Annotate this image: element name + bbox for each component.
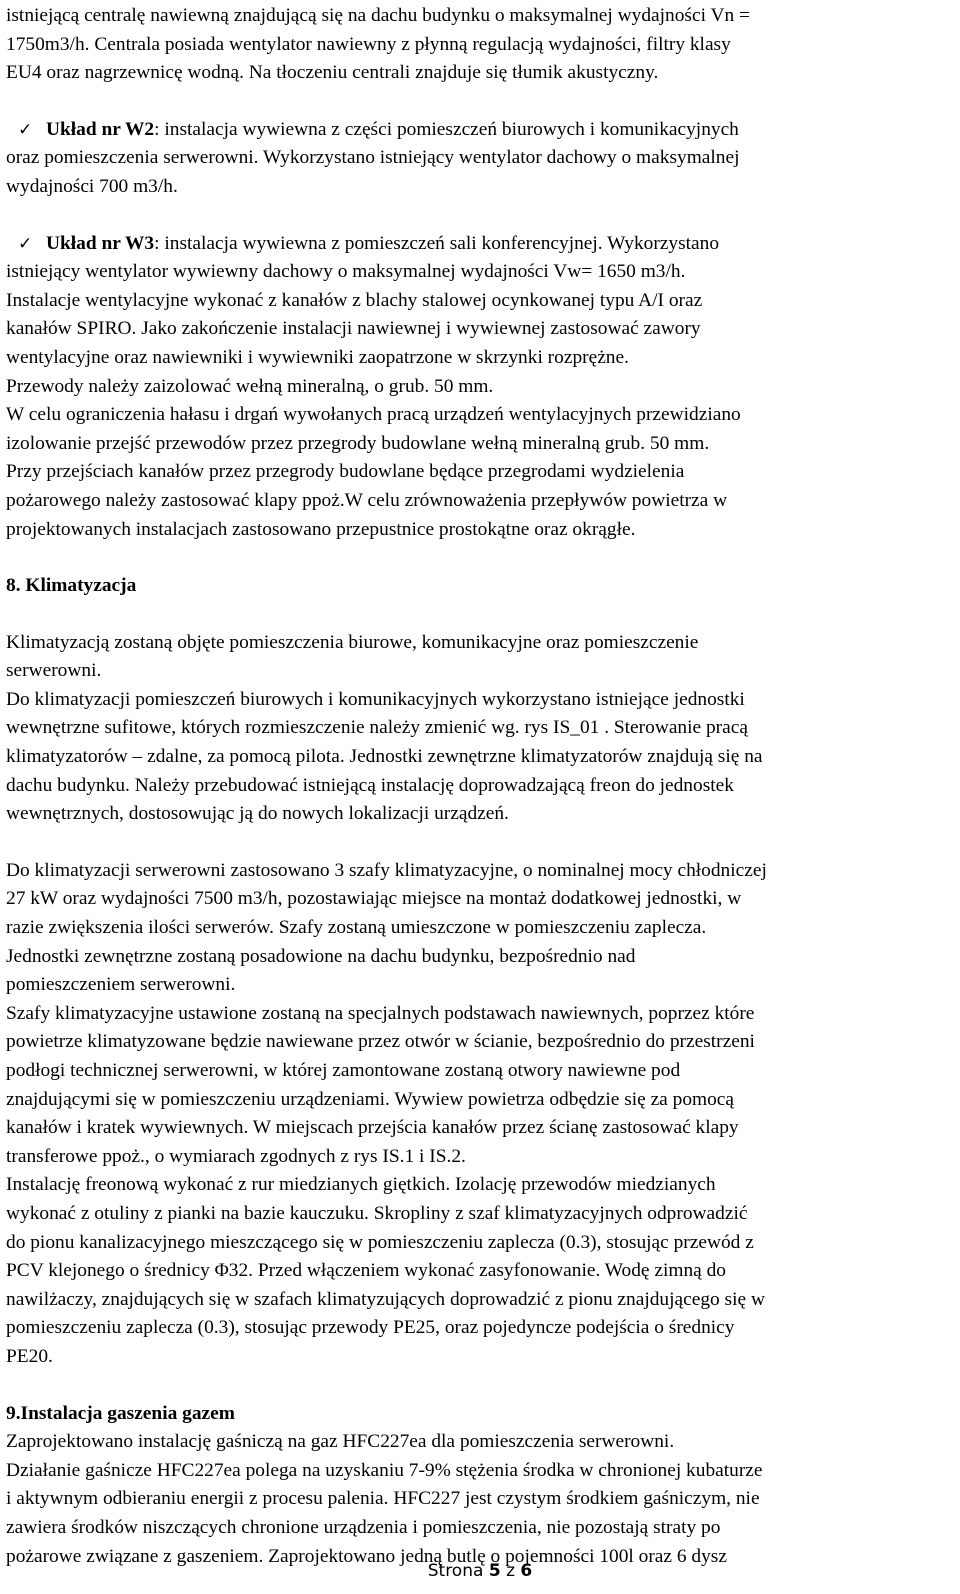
s8-line: do pionu kanalizacyjnego mieszczącego się w pomieszczeniu zaplecza (0.3), stosując przewód z xyxy=(6,1231,754,1253)
footer-prefix: Strona xyxy=(427,1561,484,1581)
s8-line: klimatyzatorów – zdalne, za pomocą pilota. Jednostki zewnętrzne klimatyzatorów znajdują się na xyxy=(6,746,763,768)
document-page xyxy=(6,2,946,1571)
w3-line: projektowanych instalacjach zastosowano przepustnice prostokątne oraz okrągłe. xyxy=(6,518,636,540)
footer-separator: z xyxy=(506,1561,515,1581)
w3-line: kanałów SPIRO. Jako zakończenie instalacji nawiewnej i wywiewnej zastosować zawory xyxy=(6,318,701,340)
w3-line: izolowanie przejść przewodów przez przegrody budowlane wełną mineralną grub. 50 mm. xyxy=(6,432,710,454)
w3-line-1 xyxy=(6,230,946,259)
w2-line-3: wydajności 700 m3/h. xyxy=(6,175,178,197)
s8-line: pomieszczeniem serwerowni. xyxy=(6,974,236,996)
s8-line: serwerowni. xyxy=(6,660,102,682)
spacer xyxy=(6,88,946,116)
section-9-heading: 9.Instalacja gaszenia gazem xyxy=(6,1402,235,1424)
s9-line: Działanie gaśnicze HFC227ea polega na uzyskaniu 7-9% stężenia środka w chronionej kubaturze xyxy=(6,1459,763,1481)
w3-line: istniejący wentylator wywiewny dachowy o maksymalnej wydajności Vw= 1650 m3/h. xyxy=(6,261,686,283)
spacer xyxy=(6,1372,946,1400)
spacer xyxy=(6,601,946,629)
w3-line: Przy przejściach kanałów przez przegrody budowlane będące przegrodami wydzielenia xyxy=(6,461,685,483)
s8-line: Do klimatyzacji serwerowni zastosowano 3 szafy klimatyzacyjne, o nominalnej mocy chłodniczej xyxy=(6,859,767,881)
spacer xyxy=(6,544,946,572)
w2-line-2: oraz pomieszczenia serwerowni. Wykorzystano istniejący wentylator dachowy o maksymalnej xyxy=(6,147,740,169)
s8-line: pomieszczeniu zaplecza (0.3), stosując przewody PE25, oraz pojedyncze podejścia o średnicy xyxy=(6,1317,735,1339)
s8-line: Szafy klimatyzacyjne ustawione zostaną na specjalnych podstawach nawiewnych, poprzez które xyxy=(6,1002,755,1024)
intro-line-2: 1750m3/h. Centrala posiada wentylator nawiewny z płynną regulacją wydajności, filtry klasy xyxy=(6,33,731,55)
w2-line-1 xyxy=(6,116,946,145)
w2-label: Układ nr W2 xyxy=(46,118,155,140)
s8-line: wykonać z otuliny z pianki na bazie kauczuku. Skropliny z szaf klimatyzacyjnych odprowadzić xyxy=(6,1202,748,1224)
w3-line: W celu ograniczenia hałasu i drgań wywołanych pracą urządzeń wentylacyjnych przewidziano xyxy=(6,404,741,426)
footer-current-page: 5 xyxy=(488,1561,501,1581)
spacer xyxy=(6,202,946,230)
checkmark-icon: ✓ xyxy=(18,233,33,254)
footer-total-pages: 6 xyxy=(520,1561,533,1581)
s8-line: Instalację freonową wykonać z rur miedzianych giętkich. Izolację przewodów miedzianych xyxy=(6,1174,716,1196)
s8-line: transferowe ppoż., o wymiarach zgodnych z rys IS.1 i IS.2. xyxy=(6,1145,466,1167)
s8-line: dachu budynku. Należy przebudować istniejącą instalację doprowadzającą freon do jednostek xyxy=(6,774,734,796)
s9-line: zawiera środków niszczących chronione urządzenia i pomieszczenia, nie pozostają straty po xyxy=(6,1516,721,1538)
w3-line: wentylacyjne oraz nawiewniki i wywiewniki zaopatrzone w skrzynki rozprężne. xyxy=(6,346,629,368)
s9-line: i aktywnym odbieraniu energii z procesu palenia. HFC227 jest czystym środkiem gaśniczym, nie xyxy=(6,1488,760,1510)
section-8-heading: 8. Klimatyzacja xyxy=(6,575,137,597)
s8-line: wewnętrzne sufitowe, których rozmieszczenie należy zmienić wg. rys IS_01 . Sterowanie pracą xyxy=(6,717,748,739)
w3-line-1-text: : instalacja wywiewna z pomieszczeń sali konferencyjnej. Wykorzystano xyxy=(154,232,720,254)
s8-line: 27 kW oraz wydajności 7500 m3/h, pozostawiając miejsce na montaż dodatkowej jednostki, w xyxy=(6,888,742,910)
s8-line: Jednostki zewnętrzne zostaną posadowione na dachu budynku, bezpośrednio nad xyxy=(6,945,636,967)
s8-line: razie zwiększenia ilości serwerów. Szafy zostaną umieszczone w pomieszczeniu zaplecza. xyxy=(6,917,707,939)
w3-line: Przewody należy zaizolować wełną mineralną, o grub. 50 mm. xyxy=(6,375,494,397)
checkmark-icon: ✓ xyxy=(18,119,33,140)
intro-line-3: EU4 oraz nagrzewnicę wodną. Na tłoczeniu centrali znajduje się tłumik akustyczny. xyxy=(6,62,659,84)
intro-line-1: istniejącą centralę nawiewną znajdującą się na dachu budynku o maksymalnej wydajności Vn = xyxy=(6,5,750,26)
w3-label: Układ nr W3 xyxy=(46,232,155,254)
s8-line: Do klimatyzacji pomieszczeń biurowych i komunikacyjnych wykorzystano istniejące jednostki xyxy=(6,688,745,710)
s8-line: PE20. xyxy=(6,1345,53,1367)
s8-line: znajdującymi się w pomieszczeniu urządzeniami. Wywiew powietrza odbędzie się za pomocą xyxy=(6,1088,735,1110)
w3-line: pożarowego należy zastosować klapy ppoż.W celu zrównoważenia przepływów powietrza w xyxy=(6,489,728,511)
spacer xyxy=(6,829,946,857)
s9-line: pożarowe związane z gaszeniem. Zaprojektowano jedną butlę o pojemności 100l oraz 6 dysz xyxy=(6,1545,727,1567)
s8-line: wewnętrznych, dostosowując ją do nowych lokalizacji urządzeń. xyxy=(6,803,509,825)
s9-line: Zaprojektowano instalację gaśniczą na gaz HFC227ea dla pomieszczenia serwerowni. xyxy=(6,1431,675,1453)
s8-line: kanałów i kratek wywiewnych. W miejscach przejścia kanałów przez ścianę zastosować klapy xyxy=(6,1117,739,1139)
w3-line: Instalacje wentylacyjne wykonać z kanałów z blachy stalowej ocynkowanej typu A/I oraz xyxy=(6,289,703,311)
s8-line: Klimatyzacją zostaną objęte pomieszczenia biurowe, komunikacyjne oraz pomieszczenie xyxy=(6,631,699,653)
page-footer xyxy=(0,1561,960,1581)
s8-line: powietrze klimatyzowane będzie nawiewane przez otwór w ścianie, bezpośrednio do przestrzeni xyxy=(6,1031,755,1053)
w2-line-1-text: : instalacja wywiewna z części pomieszczeń biurowych i komunikacyjnych xyxy=(154,118,739,140)
s8-line: podłogi technicznej serwerowni, w której zamontowane zostaną otwory nawiewne pod xyxy=(6,1060,681,1081)
s8-line: PCV klejonego o średnicy Φ32. Przed włączeniem wykonać zasyfonowanie. Wodę zimną do xyxy=(6,1260,726,1282)
s8-line: nawilżaczy, znajdujących się w szafach klimatyzujących doprowadzić z pionu znajdującego się w xyxy=(6,1288,765,1310)
